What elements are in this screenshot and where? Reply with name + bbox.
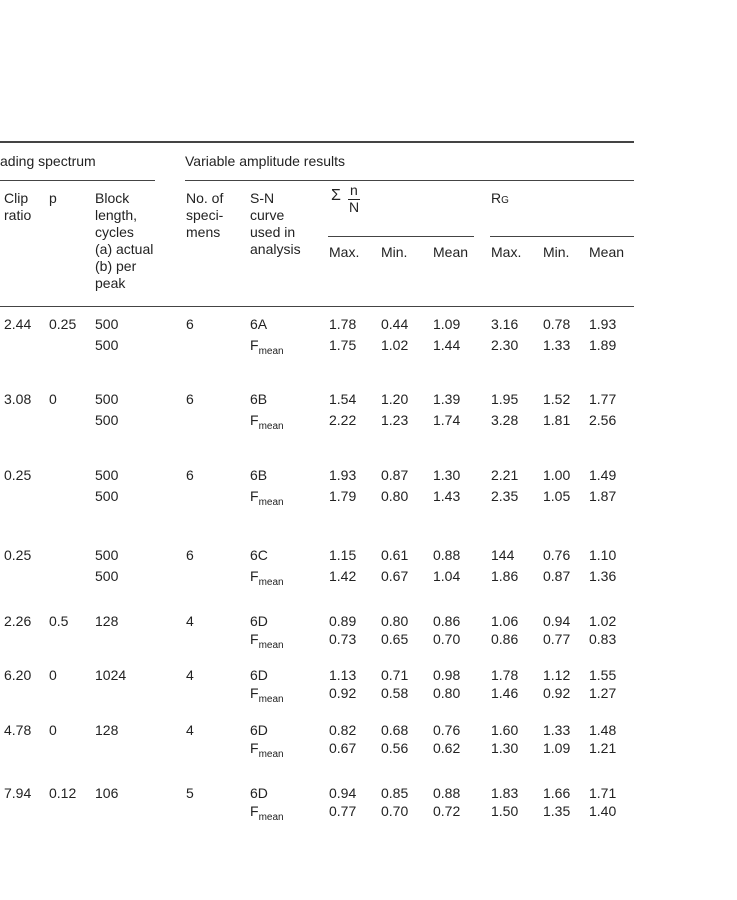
f-letter: F bbox=[250, 488, 259, 504]
rg-value-cell: 1.02 bbox=[589, 613, 617, 629]
rg-value-cell: 1.71 bbox=[589, 785, 617, 801]
clip-ratio-cell: 6.20 bbox=[4, 667, 32, 683]
sum-value-cell: 0.92 bbox=[329, 685, 357, 701]
rg-value-cell: 1.12 bbox=[543, 667, 571, 683]
block-length-cell: 500 bbox=[95, 568, 119, 584]
rg-value-cell: 1.77 bbox=[589, 391, 617, 407]
rg-value-cell: 2.30 bbox=[491, 337, 519, 353]
rg-value-cell: 1.89 bbox=[589, 337, 617, 353]
sum-subrule bbox=[328, 236, 474, 237]
p-cell: 0 bbox=[49, 722, 57, 738]
rg-subrule bbox=[490, 236, 634, 237]
header-block-line-5: (b) per bbox=[95, 258, 137, 274]
sum-value-cell: 0.61 bbox=[381, 547, 409, 563]
p-cell: 0 bbox=[49, 391, 57, 407]
rg-value-cell: 2.56 bbox=[589, 412, 617, 428]
header-clip-line-2: ratio bbox=[4, 207, 32, 223]
rg-value-cell: 0.87 bbox=[543, 568, 571, 584]
sn-curve-fmean-cell bbox=[250, 488, 284, 508]
sn-curve-fmean-cell bbox=[250, 803, 284, 823]
rg-value-cell: 1.81 bbox=[543, 412, 571, 428]
header-sn-line-2: curve bbox=[250, 207, 285, 223]
sum-value-cell: 1.74 bbox=[433, 412, 461, 428]
sum-value-cell: 1.13 bbox=[329, 667, 357, 683]
rg-value-cell: 3.28 bbox=[491, 412, 519, 428]
sum-value-cell: 1.39 bbox=[433, 391, 461, 407]
fraction-numerator: n bbox=[350, 182, 358, 198]
header-block-line-1: Block bbox=[95, 190, 130, 206]
block-length-cell: 128 bbox=[95, 613, 119, 629]
f-subscript: mean bbox=[258, 421, 284, 432]
specimens-cell: 4 bbox=[186, 613, 194, 629]
header-sn-line-4: analysis bbox=[250, 241, 301, 257]
rg-value-cell: 0.94 bbox=[543, 613, 571, 629]
rg-value-cell: 3.16 bbox=[491, 316, 519, 332]
header-sn-curve bbox=[250, 190, 301, 258]
rg-value-cell: 0.77 bbox=[543, 631, 571, 647]
sum-value-cell: 1.79 bbox=[329, 488, 357, 504]
block-length-cell: 500 bbox=[95, 337, 119, 353]
clip-ratio-cell: 0.25 bbox=[4, 547, 32, 563]
sn-curve-cell: 6D bbox=[250, 667, 268, 683]
group-header-variable-amplitude: Variable amplitude results bbox=[185, 153, 346, 169]
f-letter: F bbox=[250, 337, 259, 353]
sum-value-cell: 1.44 bbox=[433, 337, 461, 353]
sum-value-cell: 1.09 bbox=[433, 316, 461, 332]
header-rg-sub: G bbox=[501, 195, 509, 206]
rg-value-cell: 1.27 bbox=[589, 685, 617, 701]
sn-curve-fmean-cell bbox=[250, 740, 284, 760]
clip-ratio-cell: 2.44 bbox=[4, 316, 32, 332]
sum-value-cell: 1.15 bbox=[329, 547, 357, 563]
block-length-cell: 500 bbox=[95, 391, 119, 407]
sum-value-cell: 0.80 bbox=[381, 488, 409, 504]
sn-curve-fmean-cell bbox=[250, 337, 284, 357]
rg-value-cell: 1.00 bbox=[543, 467, 571, 483]
header-block-length bbox=[95, 190, 153, 292]
rg-value-cell: 1.10 bbox=[589, 547, 617, 563]
header-sn-line-1: S-N bbox=[250, 190, 275, 206]
rg-value-cell: 1.50 bbox=[491, 803, 519, 819]
rg-value-cell: 1.93 bbox=[589, 316, 617, 332]
rg-value-cell: 1.09 bbox=[543, 740, 571, 756]
header-specimens-line-2: speci- bbox=[186, 207, 224, 223]
specimens-cell: 4 bbox=[186, 667, 194, 683]
rg-value-cell: 2.21 bbox=[491, 467, 519, 483]
specimens-cell: 6 bbox=[186, 547, 194, 563]
header-block-line-3: cycles bbox=[95, 224, 134, 240]
header-p: p bbox=[49, 190, 57, 206]
sum-value-cell: 0.80 bbox=[381, 613, 409, 629]
header-sum-min: Min. bbox=[381, 244, 408, 260]
header-rg-max: Max. bbox=[491, 244, 522, 260]
rg-value-cell: 1.30 bbox=[491, 740, 519, 756]
sigma-symbol: Σ bbox=[331, 187, 341, 204]
sn-curve-cell: 6B bbox=[250, 467, 268, 483]
sum-value-cell: 0.88 bbox=[433, 785, 461, 801]
specimens-cell: 6 bbox=[186, 316, 194, 332]
header-sn-line-3: used in bbox=[250, 224, 296, 240]
sum-value-cell: 1.23 bbox=[381, 412, 409, 428]
header-clip-ratio bbox=[4, 190, 31, 224]
sn-curve-cell: 6A bbox=[250, 316, 268, 332]
sum-value-cell: 0.65 bbox=[381, 631, 409, 647]
sum-value-cell: 0.72 bbox=[433, 803, 461, 819]
header-block-line-2: length, bbox=[95, 207, 138, 223]
f-letter: F bbox=[250, 631, 259, 647]
rg-value-cell: 1.35 bbox=[543, 803, 571, 819]
rg-value-cell: 1.33 bbox=[543, 722, 571, 738]
sum-value-cell: 1.75 bbox=[329, 337, 357, 353]
p-cell: 0 bbox=[49, 667, 57, 683]
header-bottom-rule bbox=[0, 306, 634, 307]
sn-curve-fmean-cell bbox=[250, 631, 284, 651]
rg-value-cell: 1.48 bbox=[589, 722, 617, 738]
block-length-cell: 500 bbox=[95, 316, 119, 332]
group-left-rule bbox=[0, 180, 155, 181]
sum-value-cell: 1.20 bbox=[381, 391, 409, 407]
rg-value-cell: 1.87 bbox=[589, 488, 617, 504]
sn-curve-cell: 6B bbox=[250, 391, 268, 407]
sum-value-cell: 0.70 bbox=[381, 803, 409, 819]
rg-value-cell: 1.36 bbox=[589, 568, 617, 584]
block-length-cell: 500 bbox=[95, 412, 119, 428]
f-subscript: mean bbox=[258, 346, 284, 357]
clip-ratio-cell: 3.08 bbox=[4, 391, 32, 407]
rg-value-cell: 0.92 bbox=[543, 685, 571, 701]
sum-value-cell: 1.54 bbox=[329, 391, 357, 407]
block-length-cell: 106 bbox=[95, 785, 119, 801]
header-block-line-6: peak bbox=[95, 275, 126, 291]
clip-ratio-cell: 0.25 bbox=[4, 467, 32, 483]
header-specimens bbox=[186, 190, 223, 241]
sum-value-cell: 0.67 bbox=[329, 740, 357, 756]
sn-curve-fmean-cell bbox=[250, 412, 284, 432]
top-rule bbox=[0, 141, 634, 143]
header-rg bbox=[491, 190, 509, 209]
sn-curve-cell: 6C bbox=[250, 547, 268, 563]
fraction-denominator: N bbox=[349, 199, 360, 215]
rg-value-cell: 1.86 bbox=[491, 568, 519, 584]
header-sum-mean: Mean bbox=[433, 244, 469, 260]
rg-value-cell: 144 bbox=[491, 547, 515, 563]
p-cell: 0.12 bbox=[49, 785, 77, 801]
sum-value-cell: 1.93 bbox=[329, 467, 357, 483]
p-cell: 0.25 bbox=[49, 316, 77, 332]
sn-curve-fmean-cell bbox=[250, 568, 284, 588]
rg-value-cell: 1.49 bbox=[589, 467, 617, 483]
sum-value-cell: 1.42 bbox=[329, 568, 357, 584]
sum-value-cell: 0.67 bbox=[381, 568, 409, 584]
header-rg-mean: Mean bbox=[589, 244, 625, 260]
rg-value-cell: 1.95 bbox=[491, 391, 519, 407]
sum-value-cell: 0.98 bbox=[433, 667, 461, 683]
specimens-cell: 5 bbox=[186, 785, 194, 801]
header-sum-ratio bbox=[331, 182, 371, 218]
sum-value-cell: 0.58 bbox=[381, 685, 409, 701]
specimens-cell: 4 bbox=[186, 722, 194, 738]
header-specimens-line-1: No. of bbox=[186, 190, 224, 206]
f-letter: F bbox=[250, 568, 259, 584]
sum-value-cell: 0.68 bbox=[381, 722, 409, 738]
sum-value-cell: 0.80 bbox=[433, 685, 461, 701]
rg-value-cell: 1.05 bbox=[543, 488, 571, 504]
sum-value-cell: 0.87 bbox=[381, 467, 409, 483]
block-length-cell: 128 bbox=[95, 722, 119, 738]
sum-value-cell: 1.30 bbox=[433, 467, 461, 483]
sum-value-cell: 0.88 bbox=[433, 547, 461, 563]
p-cell: 0.5 bbox=[49, 613, 69, 629]
sum-value-cell: 0.82 bbox=[329, 722, 357, 738]
block-length-cell: 500 bbox=[95, 547, 119, 563]
sn-curve-cell: 6D bbox=[250, 722, 268, 738]
clip-ratio-cell: 7.94 bbox=[4, 785, 32, 801]
sum-value-cell: 0.56 bbox=[381, 740, 409, 756]
sum-value-cell: 0.94 bbox=[329, 785, 357, 801]
f-subscript: mean bbox=[258, 694, 284, 705]
specimens-cell: 6 bbox=[186, 467, 194, 483]
sum-value-cell: 0.76 bbox=[433, 722, 461, 738]
header-rg-min: Min. bbox=[543, 244, 570, 260]
clip-ratio-cell: 4.78 bbox=[4, 722, 32, 738]
rg-value-cell: 1.21 bbox=[589, 740, 617, 756]
group-header-loading-spectrum: ading spectrum bbox=[0, 153, 96, 169]
rg-value-cell: 1.33 bbox=[543, 337, 571, 353]
rg-value-cell: 1.78 bbox=[491, 667, 519, 683]
f-subscript: mean bbox=[258, 640, 284, 651]
rg-value-cell: 0.76 bbox=[543, 547, 571, 563]
sn-curve-cell: 6D bbox=[250, 785, 268, 801]
sum-value-cell: 1.78 bbox=[329, 316, 357, 332]
rg-value-cell: 1.55 bbox=[589, 667, 617, 683]
clip-ratio-cell: 2.26 bbox=[4, 613, 32, 629]
rg-value-cell: 1.46 bbox=[491, 685, 519, 701]
sum-value-cell: 0.73 bbox=[329, 631, 357, 647]
sum-value-cell: 1.04 bbox=[433, 568, 461, 584]
block-length-cell: 500 bbox=[95, 467, 119, 483]
rg-value-cell: 2.35 bbox=[491, 488, 519, 504]
f-subscript: mean bbox=[258, 497, 284, 508]
rg-value-cell: 1.83 bbox=[491, 785, 519, 801]
sum-value-cell: 0.44 bbox=[381, 316, 409, 332]
sum-value-cell: 0.85 bbox=[381, 785, 409, 801]
rg-value-cell: 1.66 bbox=[543, 785, 571, 801]
f-letter: F bbox=[250, 412, 259, 428]
header-specimens-line-3: mens bbox=[186, 224, 221, 240]
sum-value-cell: 0.62 bbox=[433, 740, 461, 756]
specimens-cell: 6 bbox=[186, 391, 194, 407]
sum-value-cell: 1.43 bbox=[433, 488, 461, 504]
sum-value-cell: 2.22 bbox=[329, 412, 357, 428]
header-block-line-4: (a) actual bbox=[95, 241, 154, 257]
f-letter: F bbox=[250, 740, 259, 756]
sn-curve-cell: 6D bbox=[250, 613, 268, 629]
rg-value-cell: 0.78 bbox=[543, 316, 571, 332]
rg-value-cell: 0.86 bbox=[491, 631, 519, 647]
f-letter: F bbox=[250, 685, 259, 701]
sum-value-cell: 0.77 bbox=[329, 803, 357, 819]
rg-value-cell: 1.60 bbox=[491, 722, 519, 738]
rg-value-cell: 1.40 bbox=[589, 803, 617, 819]
sum-value-cell: 0.71 bbox=[381, 667, 409, 683]
rg-value-cell: 1.52 bbox=[543, 391, 571, 407]
sum-value-cell: 0.86 bbox=[433, 613, 461, 629]
rg-value-cell: 0.83 bbox=[589, 631, 617, 647]
f-subscript: mean bbox=[258, 749, 284, 760]
header-clip-line-1: Clip bbox=[4, 190, 29, 206]
rg-value-cell: 1.06 bbox=[491, 613, 519, 629]
sum-value-cell: 1.02 bbox=[381, 337, 409, 353]
f-subscript: mean bbox=[258, 812, 284, 823]
header-sum-max: Max. bbox=[329, 244, 360, 260]
sn-curve-fmean-cell bbox=[250, 685, 284, 705]
f-subscript: mean bbox=[258, 577, 284, 588]
block-length-cell: 1024 bbox=[95, 667, 127, 683]
f-letter: F bbox=[250, 803, 259, 819]
block-length-cell: 500 bbox=[95, 488, 119, 504]
sum-value-cell: 0.89 bbox=[329, 613, 357, 629]
group-right-rule bbox=[185, 180, 634, 181]
sum-value-cell: 0.70 bbox=[433, 631, 461, 647]
header-rg-letter: R bbox=[491, 190, 502, 206]
